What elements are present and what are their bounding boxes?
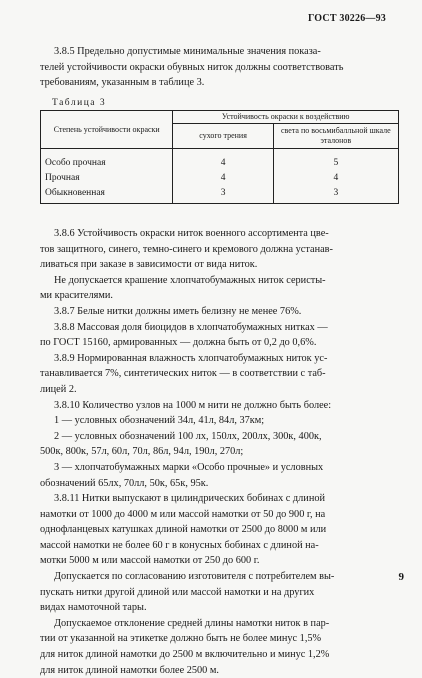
header-colour-fastness-degree: Степень устойчивости окраски [41, 111, 173, 149]
table-row [41, 149, 399, 171]
row-name: Обыкновенная [41, 185, 173, 204]
table-3 [40, 110, 399, 204]
row-value-light: 3 [273, 185, 398, 204]
body-text [40, 226, 396, 678]
table-row [41, 170, 399, 185]
text-line: массой намотки не более 60 г в конусных бобинах с длиной на- [40, 539, 319, 551]
row-value-light: 5 [273, 149, 398, 171]
text-line: ми красителями. [40, 290, 113, 302]
text-line: 2 — условных обозначений 100 лх, 150лх, 200лх, 300к, 400к, [54, 430, 322, 442]
text-line: 3.8.10 Количество узлов на 1000 м нити не должно быть более: [54, 399, 332, 411]
row-value-dry-rubbing: 3 [173, 185, 273, 204]
text-line: видах намоточной тары. [40, 602, 147, 614]
row-name: Прочная [41, 170, 173, 185]
text-line: 3.8.9 Нормированная влажность хлопчатобумажных ниток ус- [54, 352, 328, 364]
text-line: 3.8.5 Предельно допустимые минимальные значения показа- [54, 46, 321, 57]
text-line: обозначений 65лх, 70лл, 50к, 65к, 95к. [40, 477, 209, 489]
text-line: для ниток длиной намотки более 2500 м. [40, 664, 219, 676]
table-row [41, 185, 399, 204]
text-line: для ниток длиной намотки до 2500 м включительно и минус 1,2% [40, 649, 330, 661]
text-line: телей устойчивости окраски обувных ниток должны соответствовать [40, 61, 344, 73]
page-number: 9 [398, 571, 404, 583]
text-line: 1 — условных обозначений 34л, 41л, 84л, 37км; [54, 415, 265, 427]
text-line: 3.8.6 Устойчивость окраски ниток военного ассортимента цве- [54, 228, 329, 239]
text-line: ливаться при заказе в зависимости от вида ниток. [40, 259, 258, 271]
text-line: 500к, 800к, 57л, 60л, 70л, 86л, 94л, 190л, 270л; [40, 446, 244, 458]
document-header: ГОСТ 30226—93 [307, 13, 386, 24]
header-light-scale: света по восьмибалльной шкале эталонов [273, 124, 398, 149]
row-value-dry-rubbing: 4 [173, 149, 273, 171]
text-line: Допускается по согласованию изготовителя с потребителем вы- [54, 571, 335, 583]
text-line: лицей 2. [40, 383, 77, 395]
row-value-dry-rubbing: 4 [173, 170, 273, 185]
text-line: тов защитного, синего, темно-синего и кремового должна устанав- [40, 243, 333, 255]
table-caption: Таблица 3 [52, 98, 107, 108]
text-line: по ГОСТ 15160, армированных — должна быть от 0,2 до 0,6%. [40, 337, 317, 349]
text-line: 3.8.11 Нитки выпускают в цилиндрических бобинах с длиной [54, 493, 325, 505]
text-line: требованиям, указанным в таблице 3. [40, 77, 205, 89]
text-line: 3 — хлопчатобумажных марки «Особо прочные» и условных [54, 461, 324, 473]
row-name: Особо прочная [41, 149, 173, 171]
header-dry-rubbing: сухого трения [173, 124, 273, 149]
text-line: Допускаемое отклонение средней длины намотки ниток в пар- [54, 617, 330, 629]
text-line: Не допускается крашение хлопчатобумажных ниток серисты- [54, 274, 326, 286]
text-line: танавливается 7%, синтетических ниток — в соответствии с таб- [40, 368, 326, 380]
text-line: тии от указанной на этикетке должно быть не более минус 1,5% [40, 633, 322, 645]
text-line: намотки от 1000 до 4000 м или массой намотки от 50 до 900 г, на [40, 508, 326, 520]
text-line: 3.8.7 Белые нитки должны иметь белизну не менее 76%. [54, 305, 302, 317]
text-line: мотки 5000 м или массой намотки от 250 до 600 г. [40, 555, 260, 567]
row-value-light: 4 [273, 170, 398, 185]
header-fastness-group: Устойчивость окраски к воздействию [173, 111, 399, 124]
text-line: 3.8.8 Массовая доля биоцидов в хлопчатобумажных нитках — [54, 321, 328, 333]
text-line: однофланцевых катушках длиной намотки от 2500 до 8000 м или [40, 524, 327, 536]
text-line: пускать нитки другой длиной или массой намотки и на других [40, 586, 315, 598]
paragraph-3-8-5 [40, 44, 396, 91]
